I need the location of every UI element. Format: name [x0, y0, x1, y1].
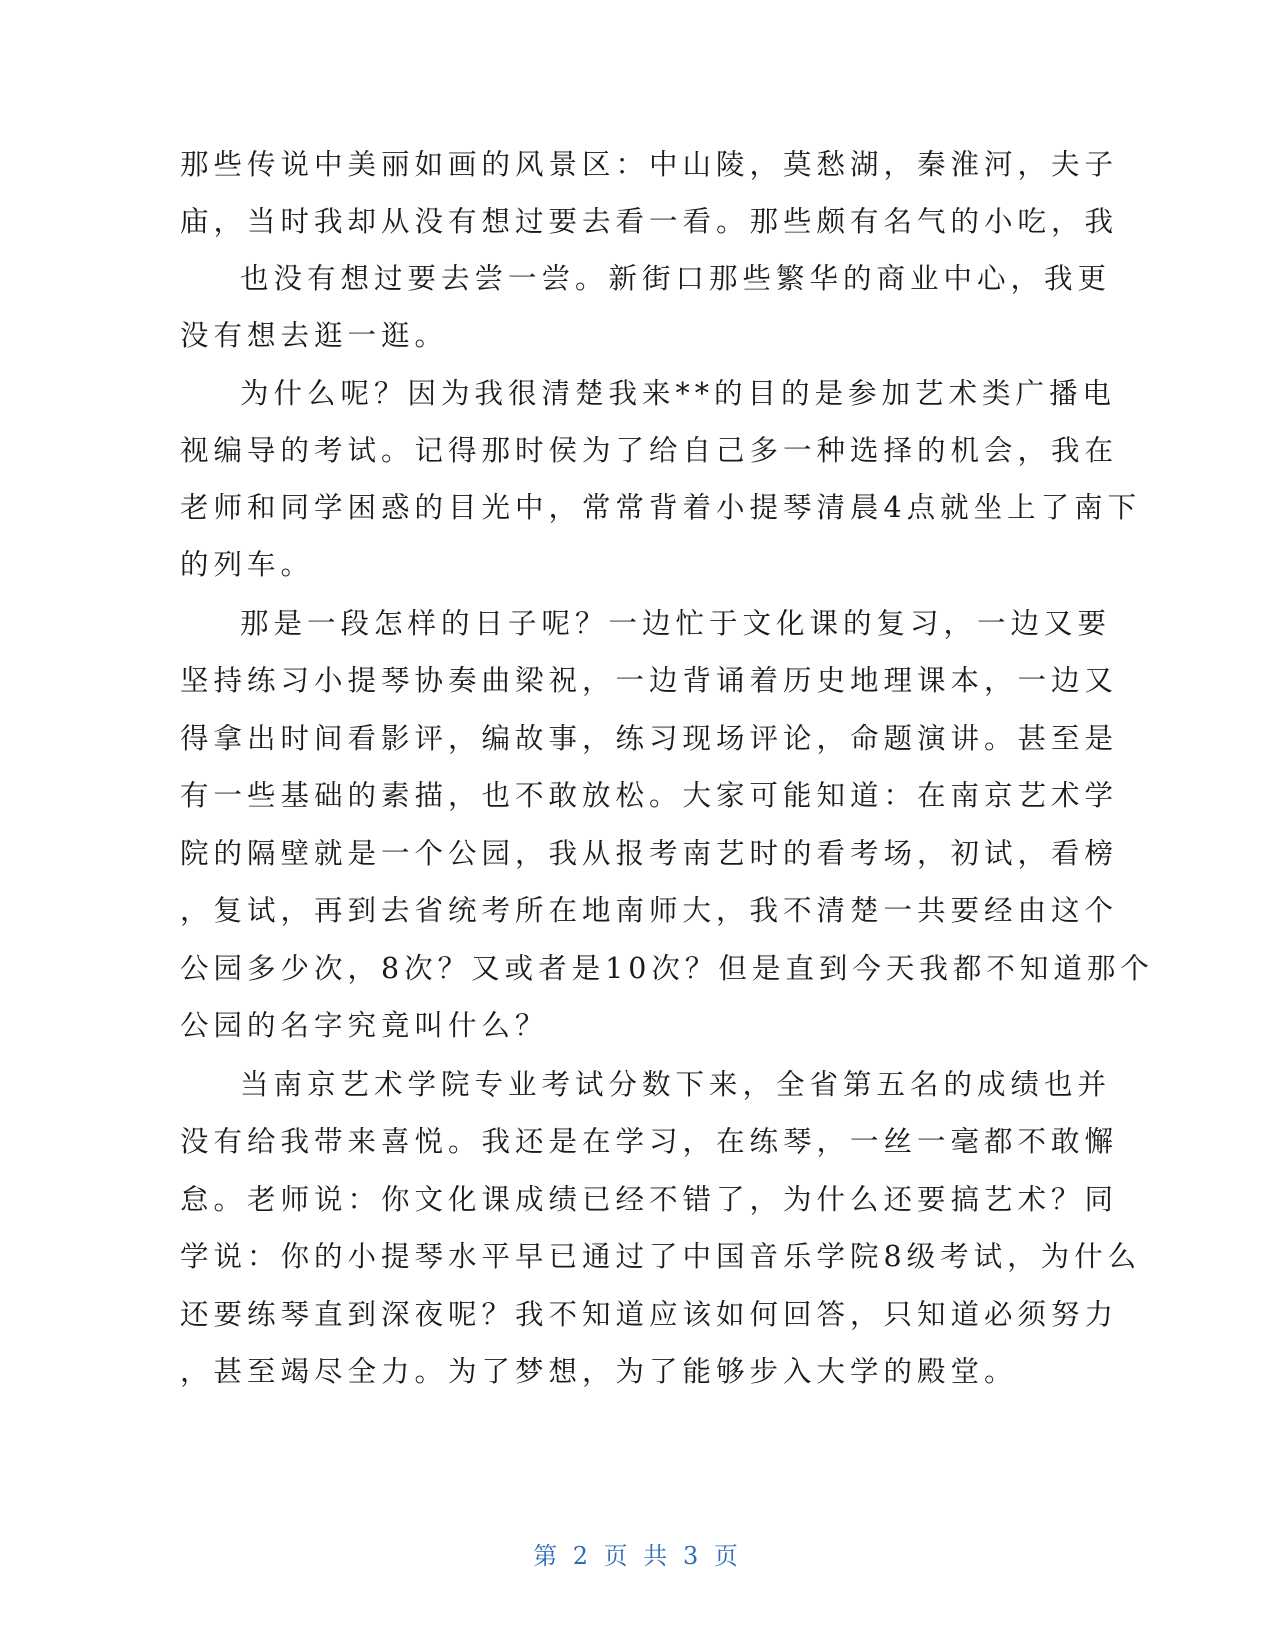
text-line: 老师和同学困惑的目光中，常常背着小提琴清晨4点就坐上了南下: [180, 491, 1142, 524]
text-line: 坚持练习小提琴协奏曲梁祝，一边背诵着历史地理课本，一边又: [180, 664, 1119, 697]
text-line: 没有想去逛一逛。: [180, 319, 449, 352]
text-line: 也没有想过要去尝一尝。新街口那些繁华的商业中心，我更: [240, 262, 1112, 295]
text-line: 院的隔壁就是一个公园，我从报考南艺时的看考场，初试，看榜: [180, 837, 1119, 870]
text-line: 庙，当时我却从没有想过要去看一看。那些颇有名气的小吃，我: [180, 205, 1119, 238]
text-line: 得拿出时间看影评，编故事，练习现场评论，命题演讲。甚至是: [180, 722, 1119, 755]
text-line: 那些传说中美丽如画的风景区：中山陵，莫愁湖，秦淮河，夫子: [180, 148, 1119, 181]
text-line: 当南京艺术学院专业考试分数下来，全省第五名的成绩也并: [240, 1068, 1112, 1101]
text-line: 有一些基础的素描，也不敢放松。大家可能知道：在南京艺术学: [180, 779, 1119, 812]
text-line: 为什么呢？因为我很清楚我来**的目的是参加艺术类广播电: [240, 377, 1117, 410]
text-line: 怠。老师说：你文化课成绩已经不错了，为什么还要搞艺术？同: [180, 1183, 1119, 1216]
text-line: 那是一段怎样的日子呢？一边忙于文化课的复习，一边又要: [240, 607, 1112, 640]
text-line: ，复试，再到去省统考所在地南师大，我不清楚一共要经由这个: [180, 894, 1119, 927]
text-line: 视编导的考试。记得那时侯为了给自己多一种选择的机会，我在: [180, 434, 1119, 467]
text-line: 学说：你的小提琴水平早已通过了中国音乐学院8级考试，为什么: [180, 1240, 1142, 1273]
text-line: 的列车。: [180, 548, 315, 581]
text-line: 公园多少次，8次？又或者是10次？但是直到今天我都不知道那个: [180, 952, 1154, 985]
text-line: ，甚至竭尽全力。为了梦想，为了能够步入大学的殿堂。: [180, 1355, 1018, 1388]
text-line: 还要练琴直到深夜呢？我不知道应该如何回答，只知道必须努力: [180, 1298, 1119, 1331]
text-line: 没有给我带来喜悦。我还是在学习，在练琴，一丝一毫都不敢懈: [180, 1125, 1119, 1158]
text-line: 公园的名字究竟叫什么？: [180, 1009, 549, 1042]
page-number-footer: 第 2 页 共 3 页: [533, 1542, 742, 1570]
